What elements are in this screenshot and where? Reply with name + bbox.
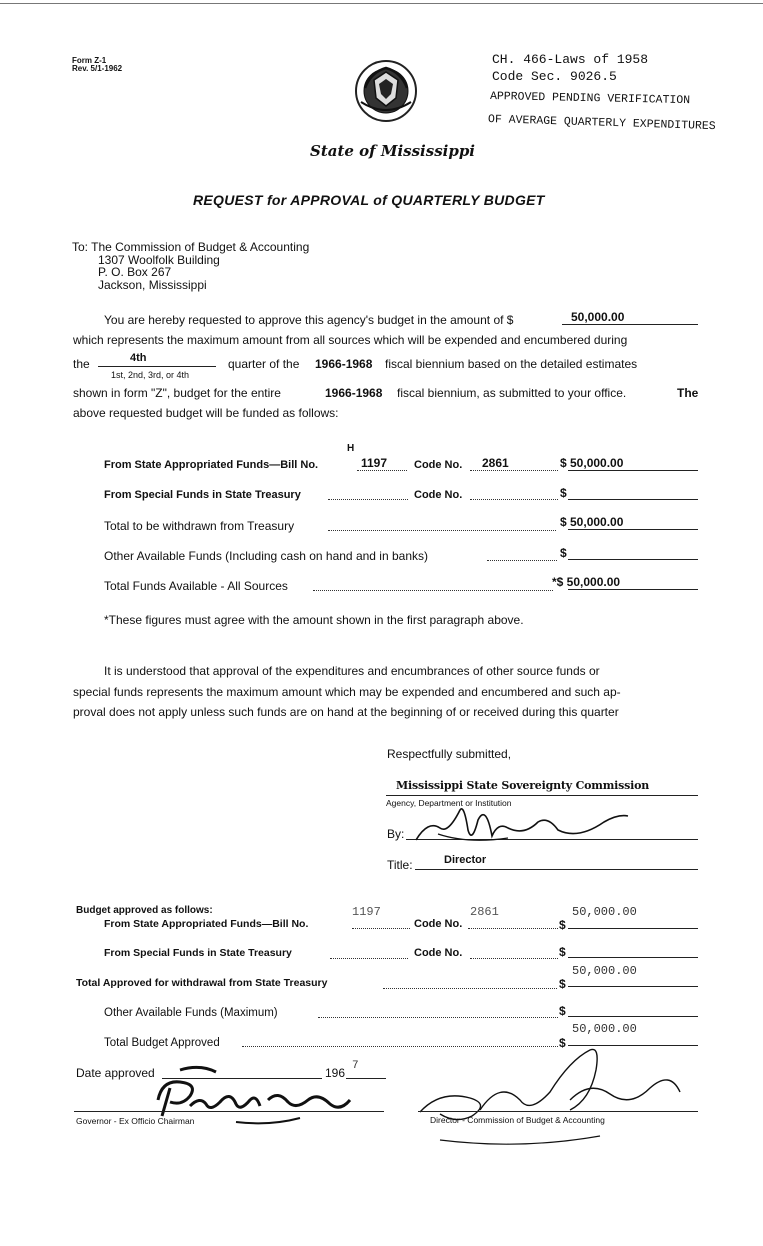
funding-row4-line	[568, 559, 698, 560]
approval-row3-line	[568, 986, 698, 987]
para1-line4-start: shown in form "Z", budget for the entire	[73, 386, 281, 400]
quarter-hint: 1st, 2nd, 3rd, or 4th	[111, 370, 190, 380]
quarter-line	[98, 366, 216, 367]
form-heading: REQUEST for APPROVAL of QUARTERLY BUDGET	[193, 192, 545, 208]
funding-row1-line	[568, 470, 698, 471]
bill-house-mark: H	[347, 443, 355, 454]
approval-code-line	[468, 928, 558, 929]
approval-row1-label: From State Appropriated Funds—Bill No.	[104, 918, 309, 930]
approval-row4-dollar: $	[559, 1004, 566, 1018]
approval-bill-no: 1197	[352, 905, 381, 919]
governor-label: Governor - Ex Officio Chairman	[76, 1116, 195, 1126]
approval-row3-dollar: $	[559, 977, 566, 991]
approval-row5-dollar: $	[559, 1036, 566, 1050]
approval-row2-dollar: $	[559, 945, 566, 959]
para1-line2: which represents the maximum amount from all sources which will be expended and encumbered during	[73, 333, 628, 347]
para1-line3-mid: quarter of the	[228, 357, 300, 371]
approval-row3-amount: 50,000.00	[572, 964, 637, 978]
stamp-approved: APPROVED PENDING VERIFICATION	[489, 90, 691, 108]
agency-line	[386, 795, 698, 796]
biennium-1: 1966-1968	[315, 357, 373, 371]
funding-row5-line	[568, 589, 698, 590]
approval-code-label: Code No.	[414, 918, 463, 930]
funding-row2-label: From Special Funds in State Treasury	[104, 489, 301, 501]
approval-row5-amount: 50,000.00	[572, 1022, 637, 1036]
funding-row3-amount: $ 50,000.00	[560, 515, 624, 529]
stamp-law: CH. 466-Laws of 1958	[492, 52, 649, 67]
funding-note: *These figures must agree with the amount shown in the first paragraph above.	[104, 613, 524, 627]
governor-line	[74, 1111, 384, 1112]
stamp-verification: OF AVERAGE QUARTERLY EXPENDITURES	[487, 113, 716, 134]
approval-row2-dots	[330, 958, 408, 959]
para1-line5: above requested budget will be funded as follows:	[73, 406, 339, 420]
para2-line2: special funds represents the maximum amount which may be expended and encumbered and such ap-	[73, 685, 621, 699]
director-line	[418, 1111, 698, 1112]
funding-code-label: Code No.	[414, 459, 463, 471]
approval-row1-dollar: $	[559, 918, 566, 932]
funding-bill-line	[357, 470, 407, 471]
approval-code-no: 2861	[470, 905, 499, 919]
respectfully-submitted: Respectfully submitted,	[387, 747, 512, 761]
by-label: By:	[387, 827, 405, 841]
state-seal-icon	[351, 58, 421, 124]
approval-row5-label: Total Budget Approved	[104, 1037, 220, 1049]
funding-bill-no: 1197	[361, 456, 388, 470]
address-to: To: The Commission of Budget & Accounting	[72, 240, 310, 254]
para2-line1: It is understood that approval of the expenditures and encumbrances of other source funds or	[104, 664, 600, 678]
para1-line1: You are hereby requested to approve this agency's budget in the amount of $	[104, 313, 514, 327]
biennium-2: 1966-1968	[325, 386, 383, 400]
agency-name: Mississippi State Sovereignty Commission	[396, 779, 650, 792]
form-revision: Rev. 5/1-1962	[72, 64, 123, 73]
funding-row3-label: Total to be withdrawn from Treasury	[104, 519, 295, 533]
approval-row2-code-label: Code No.	[414, 947, 463, 959]
approval-row2-label: From Special Funds in State Treasury	[104, 947, 292, 959]
title-value: Director	[444, 854, 487, 866]
funding-row4-label: Other Available Funds (Including cash on hand and in banks)	[104, 549, 428, 563]
director-label: Director - Commission of Budget & Accounting	[430, 1115, 605, 1125]
para1-line3-end: fiscal biennium based on the detailed estimates	[385, 357, 638, 371]
address-line-3: Jackson, Mississippi	[98, 278, 207, 292]
approval-row3-label: Total Approved for withdrawal from State Treasury	[76, 977, 328, 989]
funding-row3-dots	[328, 530, 556, 531]
funding-row2-amount: $	[560, 486, 567, 500]
agency-label: Agency, Department or Institution	[386, 798, 512, 808]
date-year-digit: 7	[352, 1060, 359, 1072]
approval-row3-dots	[383, 988, 557, 989]
title-label: Title:	[387, 858, 413, 872]
para1-line4-the: The	[677, 386, 699, 400]
amount-line	[562, 324, 698, 325]
funding-row3-line	[568, 529, 698, 530]
stamp-code: Code Sec. 9026.5	[492, 69, 617, 84]
funding-code-no: 2861	[482, 456, 509, 470]
approval-row4-dots	[318, 1017, 558, 1018]
state-name: State of Mississippi	[310, 142, 476, 160]
approval-row4-label: Other Available Funds (Maximum)	[104, 1007, 278, 1019]
approval-row4-line	[568, 1016, 698, 1017]
director-signature-icon	[408, 800, 638, 848]
approval-row1-amount: 50,000.00	[572, 905, 637, 919]
approval-bill-line	[352, 928, 410, 929]
para1-line4-end: fiscal biennium, as submitted to your office.	[397, 386, 627, 400]
date-year-label: 196	[325, 1066, 346, 1080]
funding-row4-amount: $	[560, 546, 567, 560]
funding-code-line	[470, 470, 558, 471]
approval-row1-line	[568, 928, 698, 929]
funding-row2-dots	[328, 499, 408, 500]
funding-row4-dots	[487, 560, 557, 561]
funding-row1-label: From State Appropriated Funds—Bill No.	[104, 459, 319, 471]
commissioner-signature-icon	[400, 1040, 700, 1160]
top-border	[0, 3, 763, 4]
title-line	[415, 869, 698, 870]
address-line-1: 1307 Woolfolk Building	[98, 253, 220, 267]
date-approved-label: Date approved	[76, 1066, 155, 1080]
para1-line3-start: the	[73, 357, 90, 371]
para2-line3: proval does not apply unless such funds are on hand at the beginning of or received during this quarter	[73, 705, 619, 719]
approval-row2-line	[568, 957, 698, 958]
approval-row2-code-line	[470, 958, 558, 959]
form-number: Form Z-1	[72, 56, 107, 65]
funding-row5-amount: *$ 50,000.00	[552, 575, 621, 589]
quarter-value: 4th	[130, 352, 147, 364]
funding-row1-amount: $ 50,000.00	[560, 456, 624, 470]
requested-amount: 50,000.00	[571, 310, 625, 324]
funding-row2-line	[568, 499, 698, 500]
funding-row2-code-line	[470, 499, 558, 500]
funding-row5-label: Total Funds Available - All Sources	[104, 579, 288, 593]
funding-row5-dots	[313, 590, 553, 591]
approval-heading: Budget approved as follows:	[76, 905, 213, 916]
funding-row2-code-label: Code No.	[414, 489, 463, 501]
address-line-2: P. O. Box 267	[98, 265, 172, 279]
